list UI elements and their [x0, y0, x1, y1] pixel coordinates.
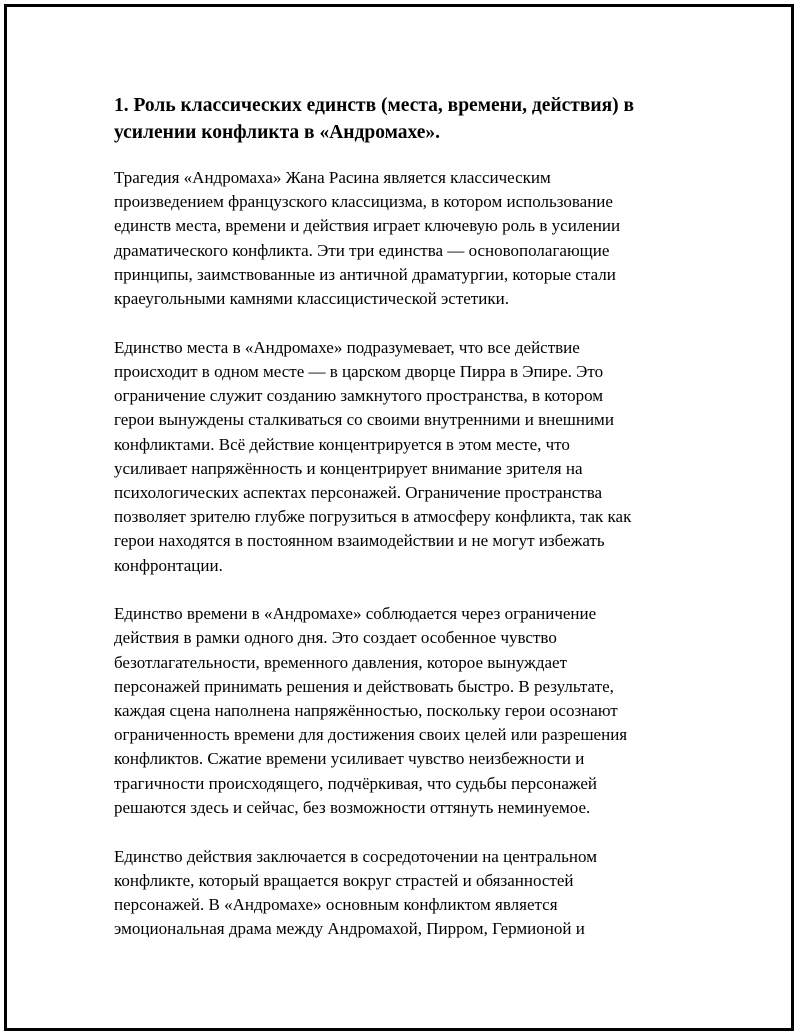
text-line: эмоциональная драма между Андромахой, Пирром, Гермионой и — [114, 919, 585, 939]
text-line: персонажей принимать решения и действовать быстро. В результате, — [114, 676, 614, 696]
heading-line: 1. Роль классических единств (места, времени, действия) в — [114, 95, 635, 116]
text-line: ограничение служит созданию замкнутого пространства, в котором — [114, 386, 604, 406]
heading-line: усилении конфликта в «Андромахе». — [114, 122, 441, 143]
section-heading — [114, 92, 704, 146]
text-line: персонажей. В «Андромахе» основным конфликтом является — [114, 894, 558, 914]
text-line: конфликтов. Сжатие времени усиливает чувство неизбежности и — [114, 749, 585, 769]
paragraph-unity-of-place — [114, 336, 704, 578]
text-line: позволяет зрителю глубже погрузиться в атмосферу конфликта, так как — [114, 507, 632, 527]
text-line: краеугольными камнями классицистической эстетики. — [114, 289, 509, 309]
text-line: усиливает напряжённость и концентрирует внимание зрителя на — [114, 458, 583, 478]
text-line: конфронтации. — [114, 555, 223, 575]
paragraph-unity-of-action — [114, 845, 704, 942]
text-line: конфликтами. Всё действие концентрируется в этом месте, что — [114, 434, 570, 454]
text-line: Единство времени в «Андромахе» соблюдается через ограничение — [114, 604, 597, 624]
text-line: единств места, времени и действия играет ключевую роль в усилении — [114, 216, 621, 236]
paragraph-unity-of-time — [114, 602, 704, 820]
text-line: каждая сцена наполнена напряжённостью, поскольку герои осознают — [114, 701, 618, 721]
text-line: действия в рамки одного дня. Это создает особенное чувство — [114, 628, 557, 648]
paragraph-intro — [114, 166, 704, 311]
text-line: герои вынуждены сталкиваться со своими внутренними и внешними — [114, 410, 614, 430]
text-line: психологических аспектах персонажей. Ограничение пространства — [114, 482, 603, 502]
text-line: ограниченность времени для достижения своих целей или разрешения — [114, 725, 628, 745]
text-line: драматического конфликта. Эти три единства — основополагающие — [114, 240, 610, 260]
text-line: принципы, заимствованные из античной драматургии, которые стали — [114, 264, 616, 284]
text-line: Трагедия «Андромаха» Жана Расина является классическим — [114, 168, 551, 187]
text-line: трагичности происходящего, подчёркивая, что судьбы персонажей — [114, 773, 598, 793]
text-line: решаются здесь и сейчас, без возможности оттянуть неминуемое. — [114, 797, 591, 817]
document-body — [114, 92, 704, 966]
text-line: Единство места в «Андромахе» подразумевает, что все действие — [114, 337, 580, 357]
text-line: безотлагательности, временного давления, которое вынуждает — [114, 652, 568, 672]
text-line: произведением французского классицизма, в котором использование — [114, 192, 613, 212]
text-line: герои находятся в постоянном взаимодействии и не могут избежать — [114, 531, 605, 551]
text-line: конфликте, который вращается вокруг страстей и обязанностей — [114, 870, 574, 890]
text-line: Единство действия заключается в сосредоточении на центральном — [114, 846, 597, 866]
text-line: происходит в одном месте — в царском дворце Пирра в Эпире. Это — [114, 361, 604, 381]
